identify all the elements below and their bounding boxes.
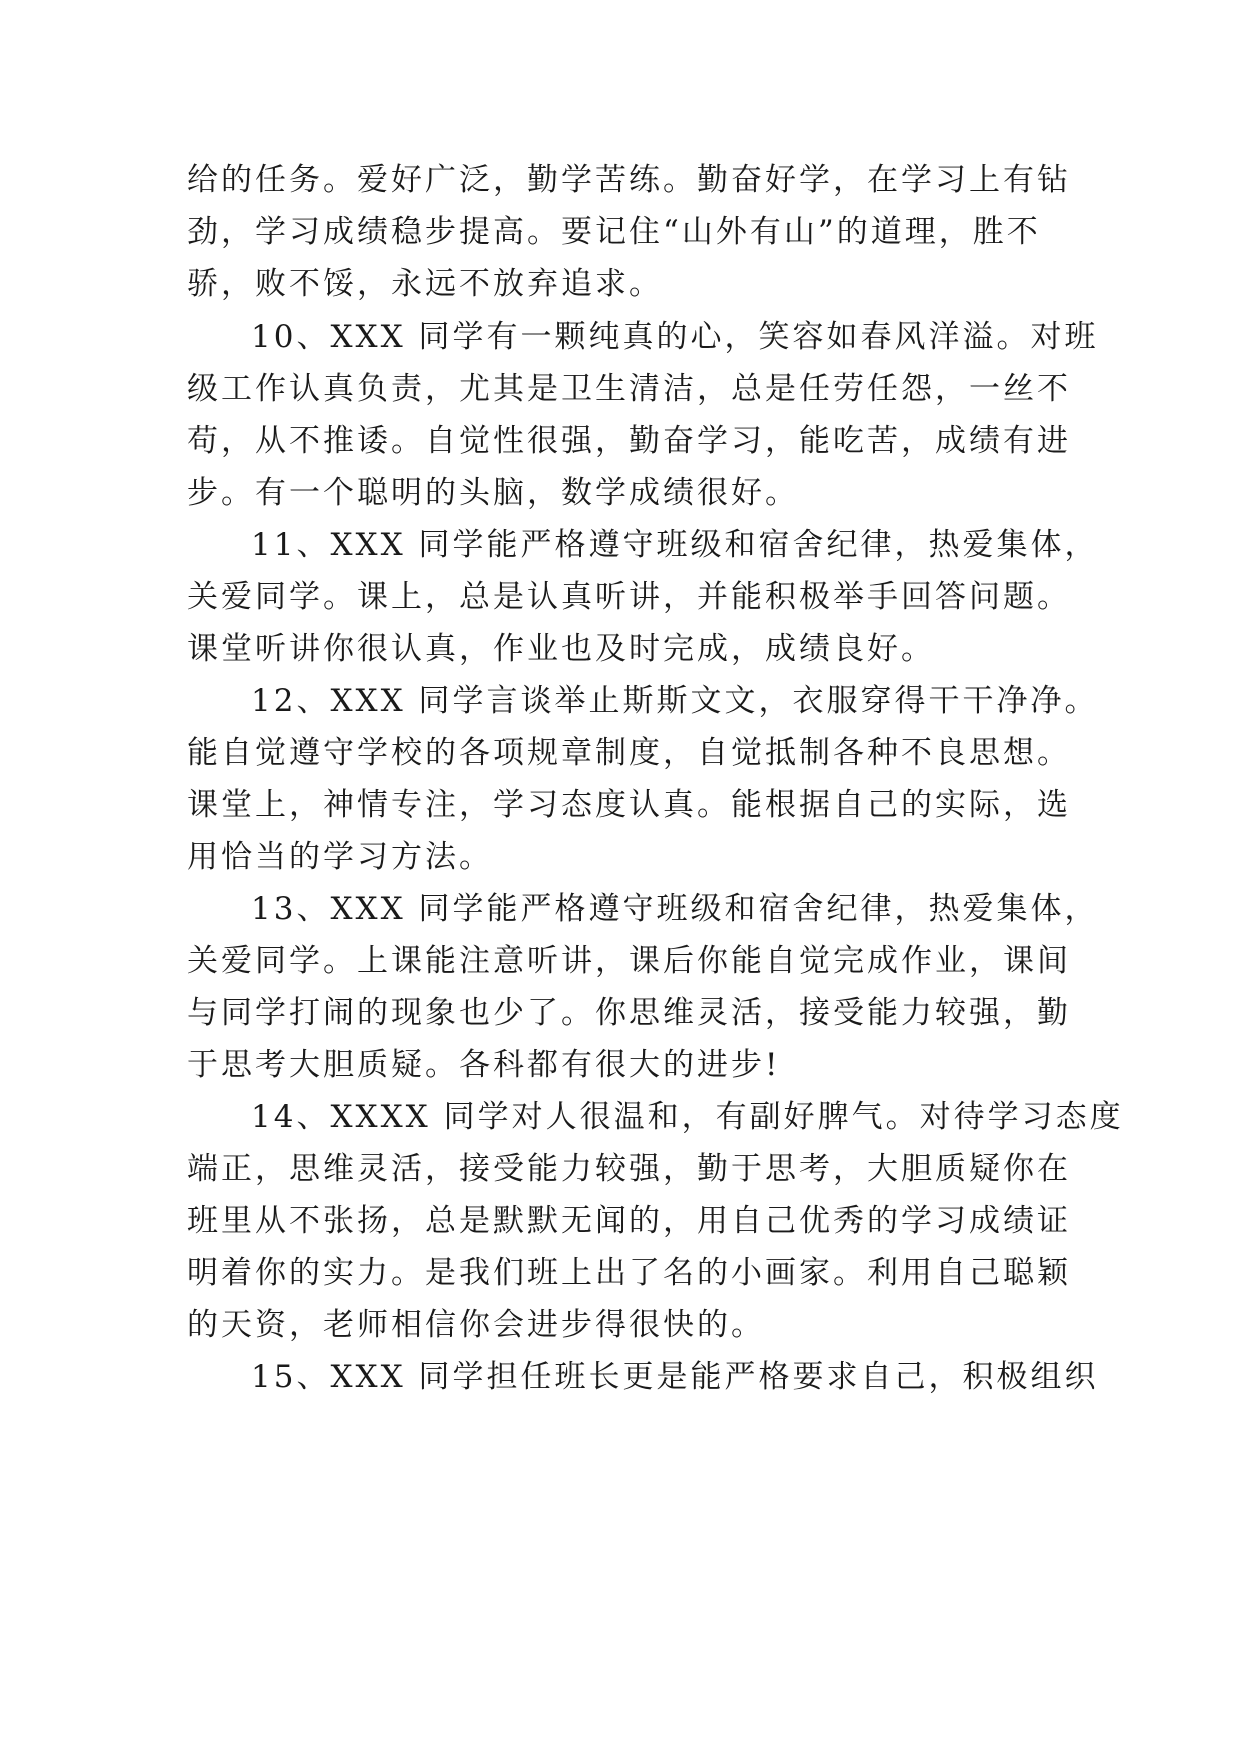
text-line: 用恰当的学习方法。	[187, 839, 493, 875]
text-line: 课堂听讲你很认真，作业也及时完成，成绩良好。	[187, 631, 935, 667]
text-line: 端正，思维灵活，接受能力较强，勤于思考，大胆质疑你在	[187, 1151, 1071, 1187]
paragraph-13-start: 13、XXX 同学能严格遵守班级和宿舍纪律，热爱集体，	[251, 891, 1099, 927]
text-line: 明着你的实力。是我们班上出了名的小画家。利用自己聪颖	[187, 1255, 1071, 1291]
text-line: 骄，败不馁，永远不放弃追求。	[187, 266, 663, 302]
text-line: 级工作认真负责，尤其是卫生清洁，总是任劳任怨，一丝不	[187, 371, 1071, 407]
text-line: 劲，学习成绩稳步提高。要记住“山外有山”的道理，胜不	[187, 214, 1041, 250]
text-line: 关爱同学。课上，总是认真听讲，并能积极举手回答问题。	[187, 579, 1071, 615]
text-line: 给的任务。爱好广泛，勤学苦练。勤奋好学，在学习上有钻	[187, 162, 1071, 198]
text-line: 课堂上，神情专注，学习态度认真。能根据自己的实际，选	[187, 787, 1071, 823]
text-line: 关爱同学。上课能注意听讲，课后你能自觉完成作业，课间	[187, 943, 1071, 979]
text-line: 能自觉遵守学校的各项规章制度，自觉抵制各种不良思想。	[187, 735, 1071, 771]
text-line: 于思考大胆质疑。各科都有很大的进步!	[187, 1047, 781, 1083]
text-line: 步。有一个聪明的头脑，数学成绩很好。	[187, 475, 799, 511]
paragraph-12-start: 12、XXX 同学言谈举止斯斯文文，衣服穿得干干净净。	[251, 683, 1099, 719]
paragraph-10-start: 10、XXX 同学有一颗纯真的心，笑容如春风洋溢。对班	[251, 319, 1099, 355]
paragraph-11-start: 11、XXX 同学能严格遵守班级和宿舍纪律，热爱集体，	[251, 527, 1099, 563]
text-line: 的天资，老师相信你会进步得很快的。	[187, 1307, 765, 1343]
paragraph-14-start: 14、XXXX 同学对人很温和，有副好脾气。对待学习态度	[251, 1099, 1124, 1135]
text-line: 苟，从不推诿。自觉性很强，勤奋学习，能吃苦，成绩有进	[187, 423, 1071, 459]
text-line: 班里从不张扬，总是默默无闻的，用自己优秀的学习成绩证	[187, 1203, 1071, 1239]
text-line: 与同学打闹的现象也少了。你思维灵活，接受能力较强，勤	[187, 995, 1071, 1031]
paragraph-15-start: 15、XXX 同学担任班长更是能严格要求自己，积极组织	[251, 1359, 1099, 1395]
